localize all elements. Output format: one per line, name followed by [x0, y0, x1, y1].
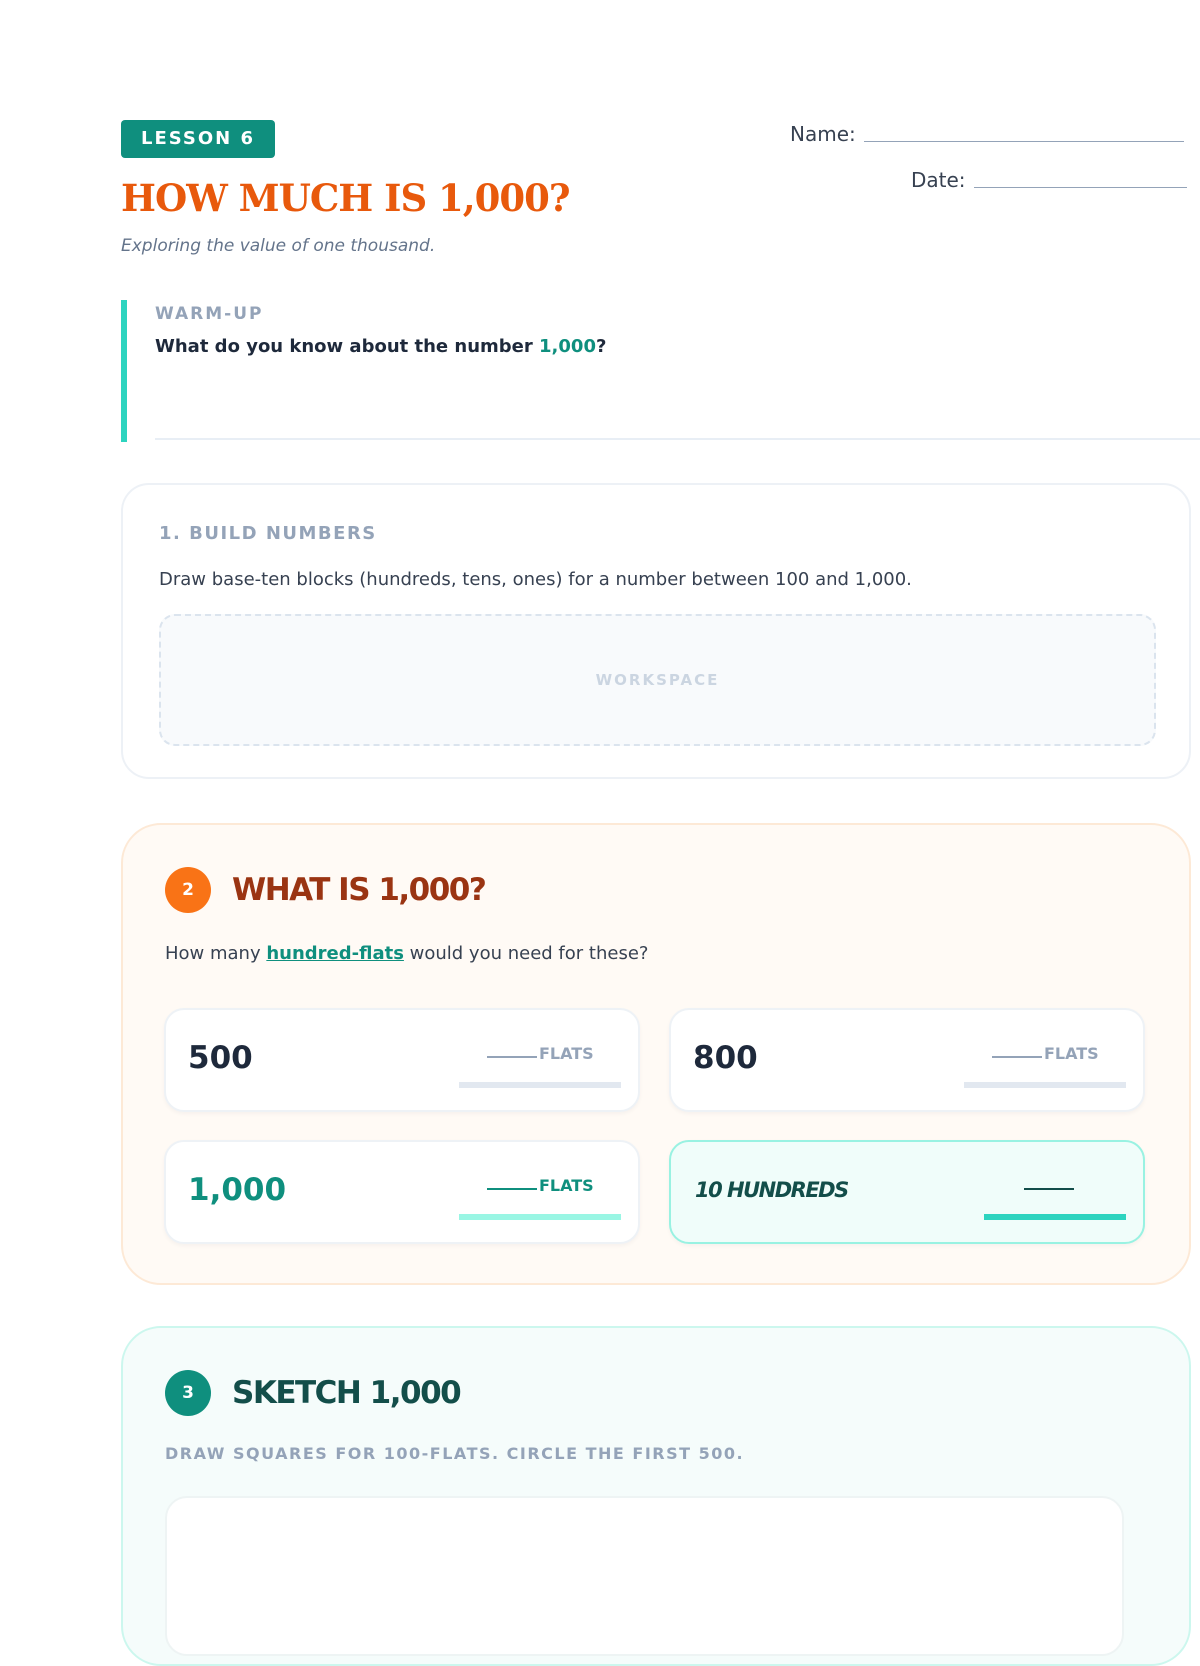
tile-value: 500	[188, 1040, 253, 1076]
sketch-1000-card	[121, 1326, 1191, 1666]
answer-underline-bar	[459, 1082, 621, 1088]
instruction-suffix: would you need for these?	[403, 943, 649, 964]
what-is-1000-instruction	[165, 943, 648, 964]
date-line[interactable]	[974, 187, 1187, 188]
build-numbers-card	[121, 483, 1191, 779]
answer-blank[interactable]	[992, 1056, 1042, 1058]
answer-underline-bar	[984, 1214, 1126, 1220]
tile-answer-box[interactable]	[459, 1044, 621, 1088]
tile-value: 1,000	[188, 1172, 287, 1208]
tile-value: 800	[693, 1040, 758, 1076]
tile-1000	[164, 1140, 640, 1244]
tile-value: 10 HUNDREDS	[695, 1178, 848, 1202]
answer-underline-bar	[459, 1214, 621, 1220]
warmup-label: WARM-UP	[155, 304, 264, 324]
worksheet-page	[121, 0, 1200, 1600]
tile-500	[164, 1008, 640, 1112]
hundred-flats-term: hundred-flats	[266, 943, 404, 964]
sketch-area[interactable]	[165, 1496, 1124, 1656]
name-line[interactable]	[864, 141, 1184, 142]
lesson-badge: LESSON 6	[121, 120, 275, 158]
build-numbers-title: 1. BUILD NUMBERS	[159, 523, 377, 544]
warmup-question-prefix: What do you know about the number	[155, 336, 540, 357]
what-is-1000-title: WHAT IS 1,000?	[232, 872, 486, 908]
warmup-question	[155, 336, 606, 357]
answer-blank[interactable]	[1024, 1188, 1074, 1190]
warmup-question-suffix: ?	[595, 336, 607, 357]
workspace-label: WORKSPACE	[595, 671, 720, 689]
tile-800	[669, 1008, 1145, 1112]
date-label: Date:	[911, 168, 966, 192]
page-title: HOW MUCH IS 1,000?	[121, 176, 570, 220]
warmup-section	[121, 300, 1200, 442]
page-subtitle: Exploring the value of one thousand.	[121, 236, 436, 256]
sketch-1000-instruction: DRAW SQUARES FOR 100-FLATS. CIRCLE THE FIRST 500.	[165, 1444, 745, 1463]
tile-unit: FLATS	[1044, 1044, 1099, 1063]
answer-blank[interactable]	[487, 1188, 537, 1190]
date-field[interactable]	[911, 168, 1187, 192]
warmup-accent-bar	[121, 300, 127, 442]
tile-answer-box[interactable]	[459, 1176, 621, 1220]
tile-10-hundreds	[669, 1140, 1145, 1244]
name-label: Name:	[790, 122, 856, 146]
build-numbers-instruction: Draw base-ten blocks (hundreds, tens, ones) for a number between 100 and 1,000.	[159, 569, 912, 590]
name-field[interactable]	[790, 122, 1184, 146]
tile-unit: FLATS	[539, 1044, 594, 1063]
section-2-number-badge: 2	[165, 867, 211, 913]
instruction-prefix: How many	[165, 943, 267, 964]
answer-underline-bar	[964, 1082, 1126, 1088]
answer-blank[interactable]	[487, 1056, 537, 1058]
sketch-1000-title: SKETCH 1,000	[232, 1375, 461, 1411]
workspace-area[interactable]	[159, 614, 1156, 746]
tile-answer-box[interactable]	[964, 1044, 1126, 1088]
warmup-answer-line[interactable]	[155, 438, 1200, 440]
section-3-number-badge: 3	[165, 1370, 211, 1416]
tile-answer-box[interactable]	[964, 1176, 1126, 1220]
tile-unit: FLATS	[539, 1176, 594, 1195]
warmup-question-number: 1,000	[539, 336, 596, 357]
